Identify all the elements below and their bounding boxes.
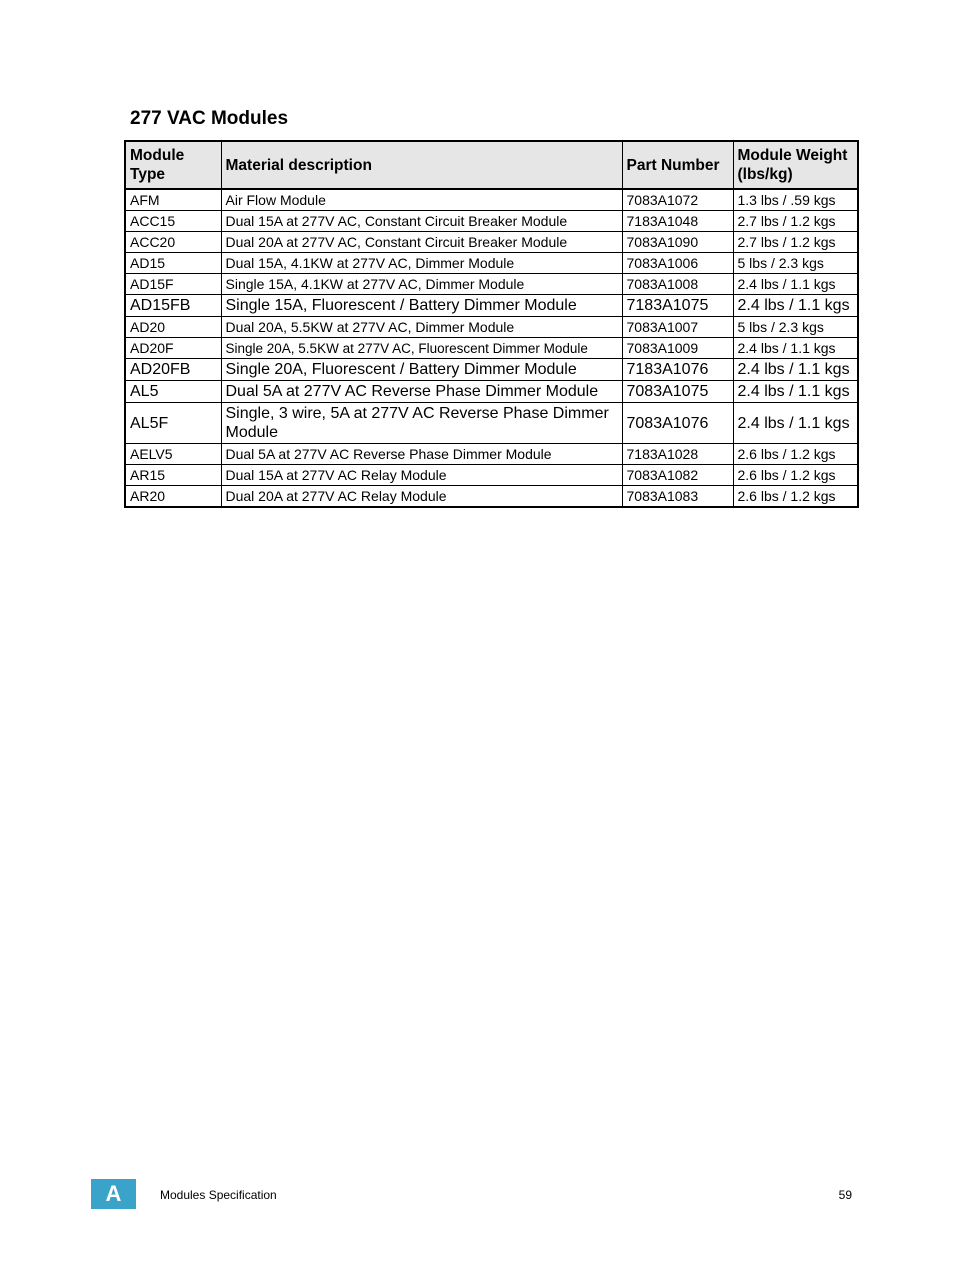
header-part-number: Part Number <box>622 141 733 189</box>
cell-weight: 5 lbs / 2.3 kgs <box>733 317 858 338</box>
cell-description: Dual 20A, 5.5KW at 277V AC, Dimmer Module <box>221 317 622 338</box>
cell-description: Dual 5A at 277V AC Reverse Phase Dimmer Module <box>221 444 622 465</box>
header-module-type: Module Type <box>125 141 221 189</box>
table-row <box>125 381 858 403</box>
cell-weight: 2.4 lbs / 1.1 kgs <box>733 338 858 359</box>
cell-part: 7083A1006 <box>622 253 733 274</box>
cell-type: ACC20 <box>125 232 221 253</box>
cell-weight: 1.3 lbs / .59 kgs <box>733 189 858 211</box>
modules-table <box>124 140 859 508</box>
cell-weight: 2.4 lbs / 1.1 kgs <box>733 381 858 403</box>
table-row <box>125 338 858 359</box>
header-material-description: Material description <box>221 141 622 189</box>
table-row <box>125 189 858 211</box>
cell-part: 7083A1008 <box>622 274 733 295</box>
cell-weight: 2.7 lbs / 1.2 kgs <box>733 232 858 253</box>
cell-part: 7083A1082 <box>622 465 733 486</box>
cell-description: Dual 20A at 277V AC Relay Module <box>221 486 622 508</box>
table-row <box>125 359 858 381</box>
cell-weight: 2.4 lbs / 1.1 kgs <box>733 295 858 317</box>
table-header-row <box>125 141 858 189</box>
cell-type: AD20 <box>125 317 221 338</box>
table-row <box>125 444 858 465</box>
cell-weight: 2.6 lbs / 1.2 kgs <box>733 444 858 465</box>
cell-description: Air Flow Module <box>221 189 622 211</box>
cell-description: Dual 15A, 4.1KW at 277V AC, Dimmer Module <box>221 253 622 274</box>
cell-description: Single 20A, 5.5KW at 277V AC, Fluorescent Dimmer Module <box>221 338 622 359</box>
section-title: 277 VAC Modules <box>130 108 289 129</box>
cell-part: 7083A1090 <box>622 232 733 253</box>
cell-description: Single, 3 wire, 5A at 277V AC Reverse Phase Dimmer Module <box>221 403 622 444</box>
cell-weight: 2.4 lbs / 1.1 kgs <box>733 274 858 295</box>
cell-type: AL5 <box>125 381 221 403</box>
page-number: 59 <box>838 1188 852 1202</box>
table-row <box>125 317 858 338</box>
cell-description: Dual 15A at 277V AC, Constant Circuit Breaker Module <box>221 211 622 232</box>
cell-type: AD15FB <box>125 295 221 317</box>
cell-type: AL5F <box>125 403 221 444</box>
cell-type: AD15F <box>125 274 221 295</box>
cell-part: 7083A1076 <box>622 403 733 444</box>
cell-description: Dual 15A at 277V AC Relay Module <box>221 465 622 486</box>
cell-part: 7083A1075 <box>622 381 733 403</box>
table-row <box>125 253 858 274</box>
cell-type: ACC15 <box>125 211 221 232</box>
table-row <box>125 486 858 508</box>
cell-part: 7083A1009 <box>622 338 733 359</box>
cell-weight: 2.4 lbs / 1.1 kgs <box>733 359 858 381</box>
cell-weight: 5 lbs / 2.3 kgs <box>733 253 858 274</box>
cell-description: Dual 20A at 277V AC, Constant Circuit Breaker Module <box>221 232 622 253</box>
cell-type: AFM <box>125 189 221 211</box>
table-row <box>125 403 858 444</box>
cell-description: Single 15A, 4.1KW at 277V AC, Dimmer Module <box>221 274 622 295</box>
cell-part: 7183A1048 <box>622 211 733 232</box>
cell-type: AD20F <box>125 338 221 359</box>
cell-type: AD15 <box>125 253 221 274</box>
cell-description: Single 15A, Fluorescent / Battery Dimmer Module <box>221 295 622 317</box>
cell-part: 7183A1028 <box>622 444 733 465</box>
cell-description: Single 20A, Fluorescent / Battery Dimmer Module <box>221 359 622 381</box>
cell-weight: 2.6 lbs / 1.2 kgs <box>733 465 858 486</box>
cell-part: 7083A1083 <box>622 486 733 508</box>
cell-weight: 2.4 lbs / 1.1 kgs <box>733 403 858 444</box>
cell-weight: 2.6 lbs / 1.2 kgs <box>733 486 858 508</box>
cell-type: AR15 <box>125 465 221 486</box>
header-module-weight: Module Weight (lbs/kg) <box>733 141 858 189</box>
cell-weight: 2.7 lbs / 1.2 kgs <box>733 211 858 232</box>
table-row <box>125 274 858 295</box>
cell-part: 7183A1075 <box>622 295 733 317</box>
appendix-tab: A <box>91 1179 136 1209</box>
cell-type: AELV5 <box>125 444 221 465</box>
cell-type: AR20 <box>125 486 221 508</box>
table-row <box>125 211 858 232</box>
footer-section-label: Modules Specification <box>160 1188 277 1202</box>
cell-description: Dual 5A at 277V AC Reverse Phase Dimmer Module <box>221 381 622 403</box>
table-row <box>125 295 858 317</box>
cell-part: 7083A1072 <box>622 189 733 211</box>
table-row <box>125 465 858 486</box>
cell-type: AD20FB <box>125 359 221 381</box>
cell-part: 7083A1007 <box>622 317 733 338</box>
cell-part: 7183A1076 <box>622 359 733 381</box>
table-row <box>125 232 858 253</box>
